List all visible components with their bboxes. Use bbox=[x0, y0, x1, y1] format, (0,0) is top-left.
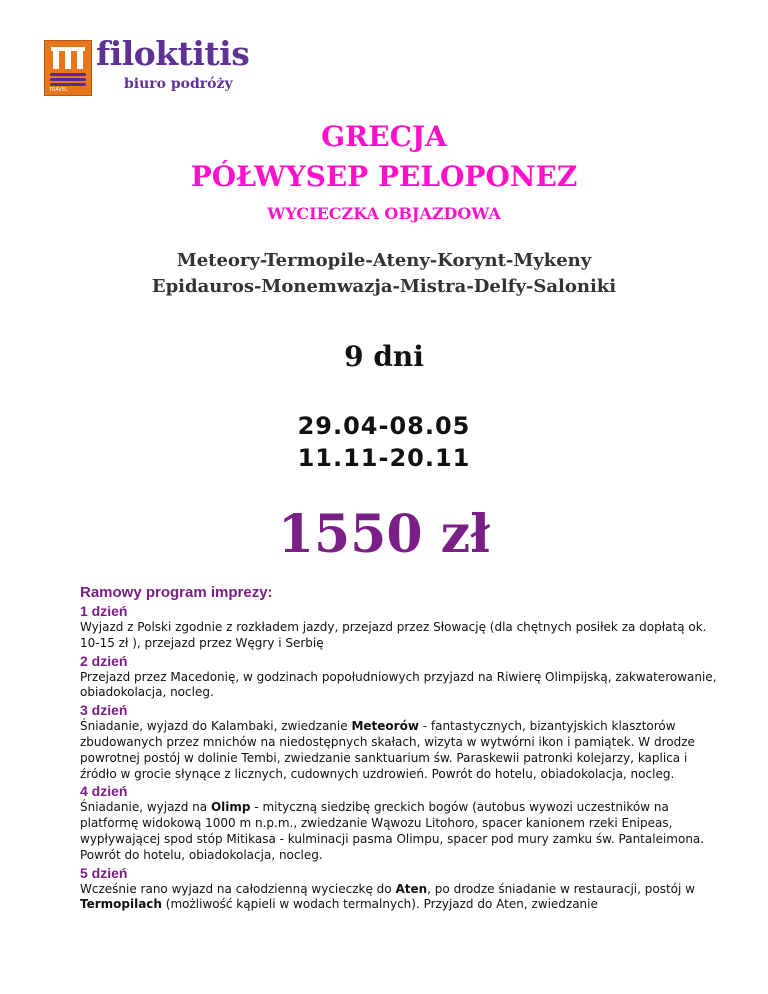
termopile-highlight: Termopilach bbox=[80, 897, 162, 912]
region-title: PÓŁWYSEP PELOPONEZ bbox=[190, 160, 578, 193]
tour-type: WYCIECZKA OBJAZDOWA bbox=[267, 204, 501, 223]
route-line-2: Epidauros-Monemwazja-Mistra-Delfy-Saloniki bbox=[151, 276, 617, 297]
olimp-highlight: Olimp bbox=[210, 800, 251, 815]
program-title: Ramowy program imprezy: bbox=[80, 584, 273, 601]
day-2-title: 2 dzień bbox=[80, 652, 128, 669]
day-2-text: Przejazd przez Macedonię, w godzinach popołudniowych przyjazd na Riwierę Olimpijską, zakwaterowanie, obiadokolacja, nocleg. bbox=[80, 669, 717, 700]
day-4-title: 4 dzień bbox=[80, 783, 128, 800]
logo-mark-text: TRAVEL bbox=[49, 87, 68, 93]
meteory-highlight: Meteorów bbox=[351, 719, 419, 734]
logo-columns-icon bbox=[44, 40, 92, 96]
day-4-text: Śniadanie, wyjazd na Olimp - mityczną siedzibę greckich bogów (autobus wywozi uczestników na platformę widokową 1000 m n.p.m., zwiedzanie Wąwozu Litohoro, spacer kanionem rzeki Enipeas, wypływającej spod stóp Mitikasa - kulminacji pasma Olimpu, spacer pod mury zamku św. Pantaleimona. Powrót do hotelu, obiadokolacja, nocleg. bbox=[80, 800, 705, 862]
ateny-highlight: Aten bbox=[395, 881, 428, 896]
day-5-text: Wcześnie rano wyjazd na całodzienną wycieczkę do Aten, po drodze śniadanie w restauracji, postój w Termopilach (możliwość kąpieli w wodach termalnych). Przyjazd do Aten, zwiedzanie bbox=[80, 881, 695, 912]
day-3-text: Śniadanie, wyjazd do Kalambaki, zwiedzanie Meteorów - fantastycznych, bizantyjskich klasztorów zbudowanych przez mnichów na niedostępnych skałach, wizyta w wytwórni ikon i pamiątek. W drodze powrotnej postój w dolinie Tembi, zwiedzanie sanktuarium św. Paraskewii patronki kolejarzy, kaplica i źródło w grocie słynące z licznych, cudownych uzdrowień. Powrót do hotelu, obiadokolacja, nocleg. bbox=[80, 719, 695, 781]
day-3-title: 3 dzień bbox=[80, 702, 128, 719]
route-line-1: Meteory-Termopile-Ateny-Korynt-Mykeny bbox=[176, 250, 592, 271]
date-range-2: 11.11-20.11 bbox=[297, 444, 471, 472]
logo-subtitle: biuro podróży bbox=[124, 76, 233, 92]
program-section bbox=[80, 584, 720, 913]
duration: 9 dni bbox=[344, 340, 424, 373]
day-1-text: Wyjazd z Polski zgodnie z rozkładem jazdy, przejazd przez Słowację (dla chętnych posiłek za dopłatą ok. 10-15 zł ), przejazd przez Węgry i Serbię bbox=[80, 620, 707, 650]
date-range-1: 29.04-08.05 bbox=[297, 412, 471, 440]
company-logo bbox=[44, 34, 250, 96]
day-1-title: 1 dzień bbox=[80, 603, 128, 619]
logo-name: filoktitis bbox=[96, 34, 250, 73]
price: 1550 zł bbox=[277, 504, 491, 565]
country-title: GRECJA bbox=[321, 120, 447, 153]
day-5-title: 5 dzień bbox=[80, 864, 128, 881]
